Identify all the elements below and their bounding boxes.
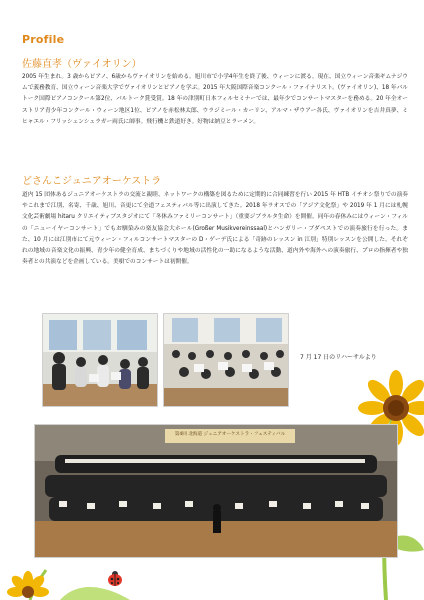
profile-name: 佐藤直孝（ヴァイオリン）: [22, 59, 142, 70]
rehearsal-photo-1: [42, 313, 158, 407]
rehearsal-photo-2: [163, 313, 289, 407]
festival-concert-photo: [34, 424, 398, 558]
profile-bio: 2005 年生まれ。3 歳からピアノ、6歳からヴァイオリンを始める。旭川市で小学4年生を終了後、ウィーンに渡る。現在、国立ウィーン音楽ギムナジウムで義務教育、国立ウィーン音楽大学でヴァイオリンとピアノを学ぶ。2015 年大阪国際音楽コンクール・ファイナリスト。(ヴァイオリン)、18 年バルトーク国際ピアノコンクール第2位、バルトーク賞受賞。18 年の津別町日本フィルセミナーでは、最年少でコンサートマスターを務める。20 年全オーストリア青少年コンクール・ウィーン地区1位、ピアノを赤松林太郎、ウラジミール・カーリン、アルマ・ザウアー各氏、ヴァイオリンを吉井真夢、ミヒャエル・フリッシェンシュラガー両氏に師事。飛行機と鉄道好き。好物は納豆とラーメン。: [22, 74, 408, 125]
orchestra-heading: どさんこジュニアオーケストラ: [22, 176, 162, 187]
ladybug-icon: [106, 570, 124, 586]
photo-caption: 7 月 17 日のリハーサルより: [300, 354, 377, 361]
profile-heading: Profile: [22, 33, 65, 46]
orchestra-body: 道内 15 団体あるジュニアオーケストラの交流と親睦、ネットワークの構築を図るために定期的に合同練習を行い 2015 年 HTB イチオシ祭りでの演奏やこれまで江別、名寄、千歳、旭川、音更にて全道フェスティバル等に出演してきた。2018 年ラオスでの「アジア文化祭」や 2019 年 1 月には札幌文化芸術劇場 hitaru クリエイティブスタジオにて「冬休みファミリーコンサート」（重要ジブラルタ生命）を開催。同年の春休みにはウィーン・フィルの「ニューイヤーコンサート」でもお馴染みの楽友協会大ホール(Großer Musikvereinssaal)とハンガリー・ブダペストでの演奏旅行を行った。また、10 月には江別市にて元ウィーン・フィルコンサートマスターの D・ゲーデ氏による「奇跡のレッスン in 江別」特別レッスンを公開した。それぞれの地域の音楽文化の振興、青少年の健全育成、まちづくりや地域の活性化の一助になるような活動、道内外や海外への演奏旅行、プロの指揮者や独奏者との共演などを企画している。美唄でのコンサートは初開催。: [22, 192, 408, 266]
festival-banner: 第4回 北海道 ジュニアオーケストラ・フェスティバル: [174, 432, 286, 437]
